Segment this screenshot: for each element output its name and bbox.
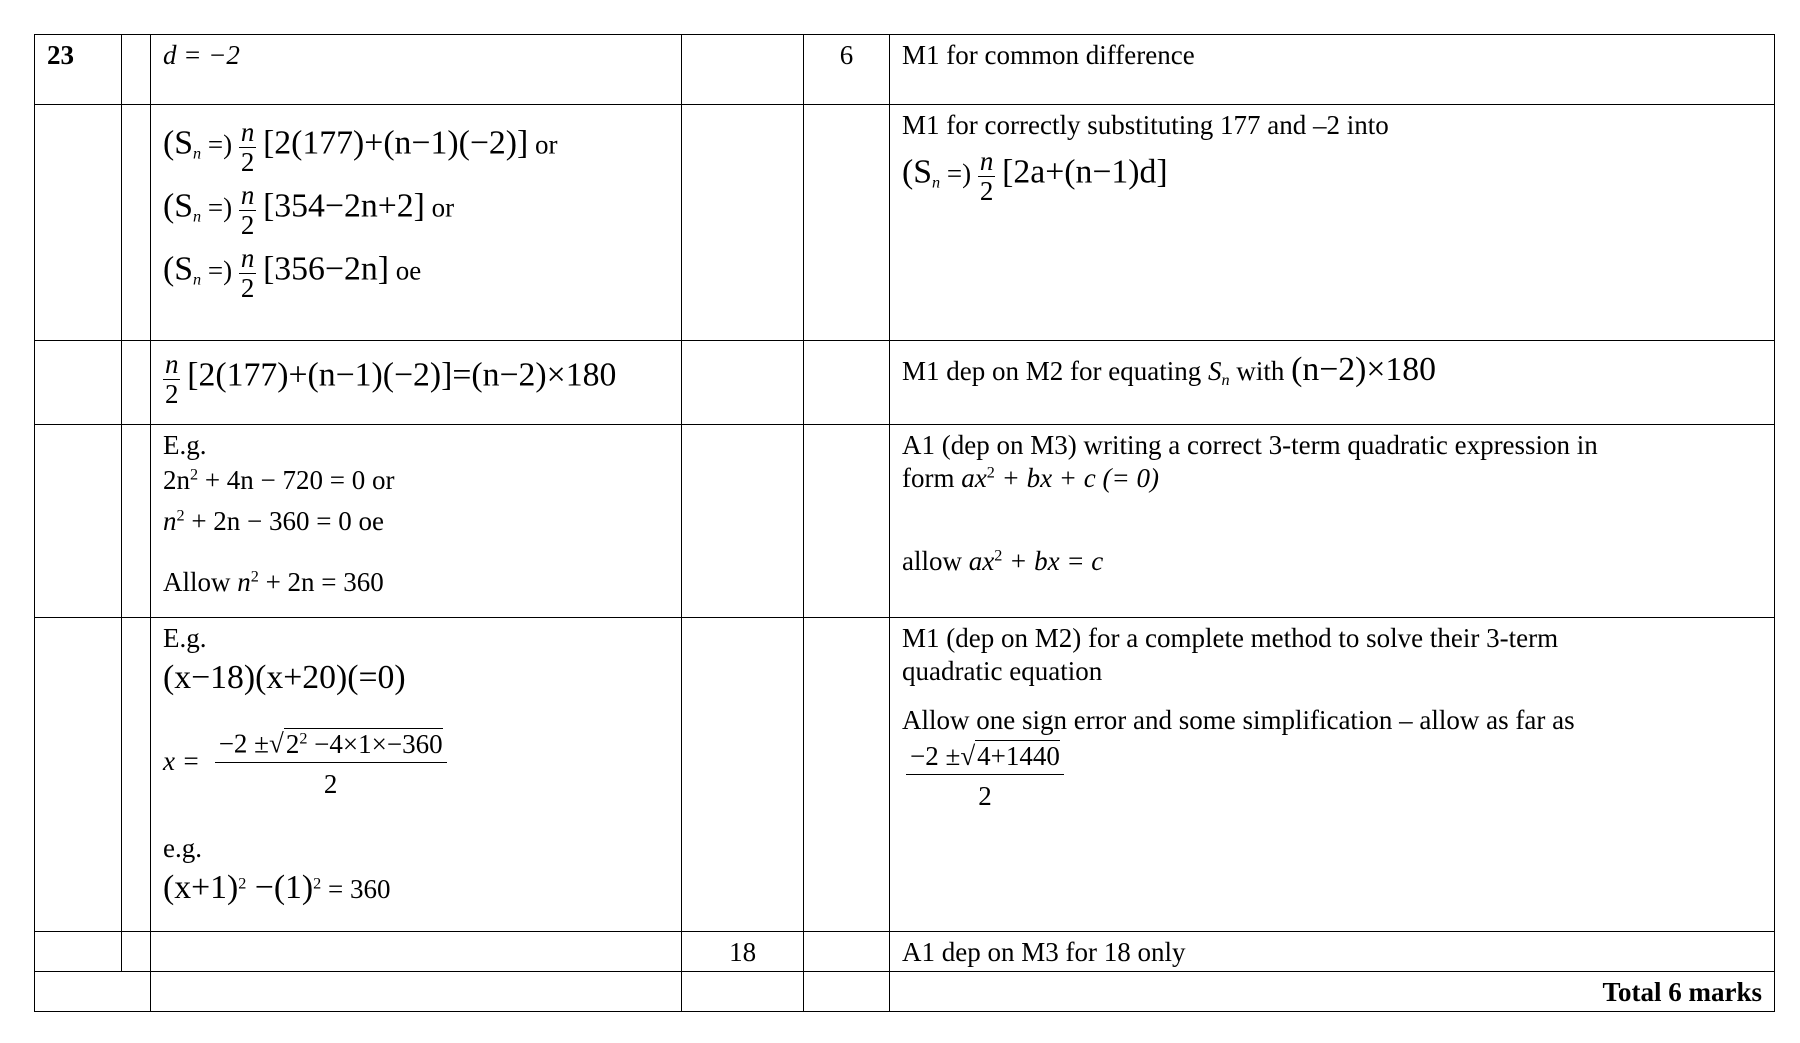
answer-cell: 18 [682, 932, 804, 972]
notes-cell: A1 dep on M3 for 18 only [890, 932, 1775, 972]
total-marks: Total 6 marks [890, 971, 1775, 1011]
working-cell: E.g. $2n^2 + 4n - 720 = 0$ or $n^2 + 2n - 360 = 0$ oe Allow $n^2 + 2n = 360$ [150, 425, 681, 618]
working-cell: E.g. (x−18)(x+20)(=0) x = $\frac{-2 \pm√2^2 -4\times 1\times-360}{2}$ e.g. $(x+1)^2 -(1)^2 = 360$ [150, 618, 681, 932]
mark-scheme-table [34, 34, 1775, 1012]
row-solve-method [35, 618, 1775, 932]
working-cell: $\frac{n}{2}$ [2(177)+(n−1)(−2)]=(n−2)×180 [150, 341, 681, 425]
row-quadratic [35, 425, 1775, 618]
question-number: 23 [35, 35, 122, 105]
working-cell: d = −2 [150, 35, 681, 105]
notes-cell: M1 for correctly substituting 177 and –2 into ($S_n$ =) $\frac{n}{2}$ [2a+(n−1)d] [890, 105, 1775, 341]
row-common-difference [35, 35, 1775, 105]
row-equating [35, 341, 1775, 425]
marks-cell: 6 [803, 35, 889, 105]
working-cell: ($S_n$ =) $\frac{n}{2}$ [2(177)+(n−1)(−2)] or ($S_n$ =) $\frac{n}{2}$ [354−2n+2] or ($S_n$ =) $\frac{n}{2}$ [356−2n] oe [150, 105, 681, 341]
row-total [35, 971, 1775, 1011]
notes-cell: M1 (dep on M2) for a complete method to solve their 3-term quadratic equation Allow one sign error and some simplification – allow as far as $\frac{-2 \pm√4+1440}{2}$ [890, 618, 1775, 932]
row-substitution [35, 105, 1775, 341]
notes-cell: A1 (dep on M3) writing a correct 3-term quadratic expression in form $ax^2$ + bx + c (= 0) allow $ax^2$ + bx = c [890, 425, 1775, 618]
notes-cell: M1 dep on M2 for equating $S_n$ with (n−2)×180 [890, 341, 1775, 425]
notes-cell: M1 for common difference [890, 35, 1775, 105]
row-answer [35, 932, 1775, 972]
